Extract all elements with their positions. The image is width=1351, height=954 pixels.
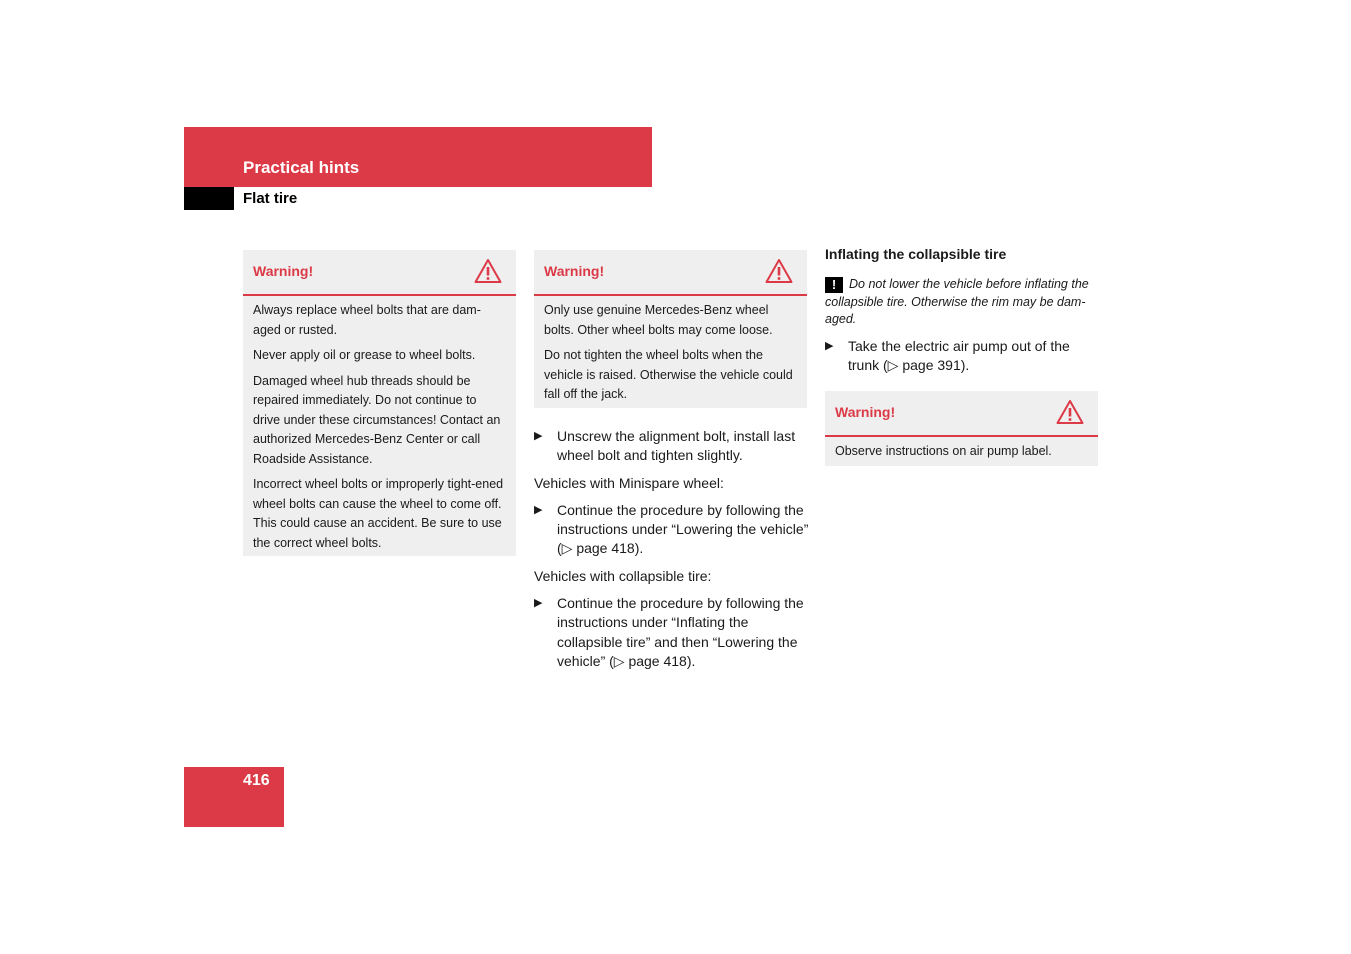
section-title: Practical hints (243, 158, 360, 177)
instruction-text: Continue the procedure by following the instructions under “Inflating the collapsible tire” and then “Lowering the vehicle” (▷ page 418). (557, 595, 804, 669)
warning-triangle-icon (1056, 399, 1084, 425)
inflating-heading: Inflating the collapsible tire (825, 246, 1007, 262)
note-text: Do not lower the vehicle before inflating the collapsible tire. Otherwise the rim may be dam-aged. (825, 277, 1089, 326)
warning-triangle-icon (765, 258, 793, 284)
bullet-arrow-icon: ▶ (825, 340, 834, 352)
warning-paragraph: Do not tighten the wheel bolts when the vehicle is raised. Otherwise the vehicle could fall off the jack. (544, 348, 793, 401)
header-band (184, 127, 652, 187)
page-number: 416 (243, 772, 270, 789)
minispare-label: Vehicles with Minispare wheel: (534, 474, 724, 491)
instruction-text: Take the electric air pump out of the trunk (▷ page 391). (848, 338, 1070, 374)
warning-body (243, 296, 516, 561)
warning-header (534, 250, 807, 296)
warning-paragraph: Incorrect wheel bolts or improperly tight-ened wheel bolts can cause the wheel to come off. This could cause an accident. Be sure to use the correct wheel bolts. (253, 477, 504, 550)
warning-box-air-pump (825, 391, 1098, 466)
instruction-step (825, 337, 1100, 376)
instruction-step (534, 427, 809, 466)
bullet-arrow-icon: ▶ (534, 597, 543, 610)
warning-body (825, 437, 1098, 470)
section-marker (184, 187, 234, 210)
warning-box-wheel-bolts (243, 250, 516, 556)
warning-paragraph: Observe instructions on air pump label. (835, 444, 1052, 458)
warning-header (825, 391, 1098, 437)
instruction-step (534, 594, 809, 671)
instruction-text: Unscrew the alignment bolt, install last wheel bolt and tighten slightly. (557, 428, 796, 464)
bullet-arrow-icon: ▶ (534, 430, 543, 442)
warning-paragraph: Only use genuine Mercedes-Benz wheel bolts. Other wheel bolts may come loose. (544, 303, 773, 337)
collapsible-label: Vehicles with collapsible tire: (534, 567, 712, 584)
caution-note (825, 276, 1100, 329)
warning-triangle-icon (474, 258, 502, 284)
warning-paragraph: Never apply oil or grease to wheel bolts. (253, 348, 476, 362)
warning-header (243, 250, 516, 296)
instruction-text: Continue the procedure by following the instructions under “Lowering the vehicle” (▷ page 418). (557, 501, 809, 557)
bullet-arrow-icon: ▶ (534, 503, 543, 516)
warning-title: Warning! (253, 263, 314, 279)
warning-title: Warning! (544, 263, 605, 279)
exclamation-icon: ! (825, 277, 843, 293)
warning-title: Warning! (835, 404, 896, 420)
warning-paragraph: Always replace wheel bolts that are dam-aged or rusted. (253, 303, 481, 337)
warning-paragraph: Damaged wheel hub threads should be repaired immediately. Do not continue to drive under these circumstances! Contact an authorized Mercedes-Benz Center or call Roadside Assistance. (253, 373, 501, 466)
instruction-step (534, 501, 809, 559)
warning-box-genuine-bolts (534, 250, 807, 408)
middle-instructions (534, 427, 809, 671)
warning-body (534, 296, 807, 413)
right-instructions (825, 337, 1100, 376)
subsection-title: Flat tire (243, 190, 298, 207)
